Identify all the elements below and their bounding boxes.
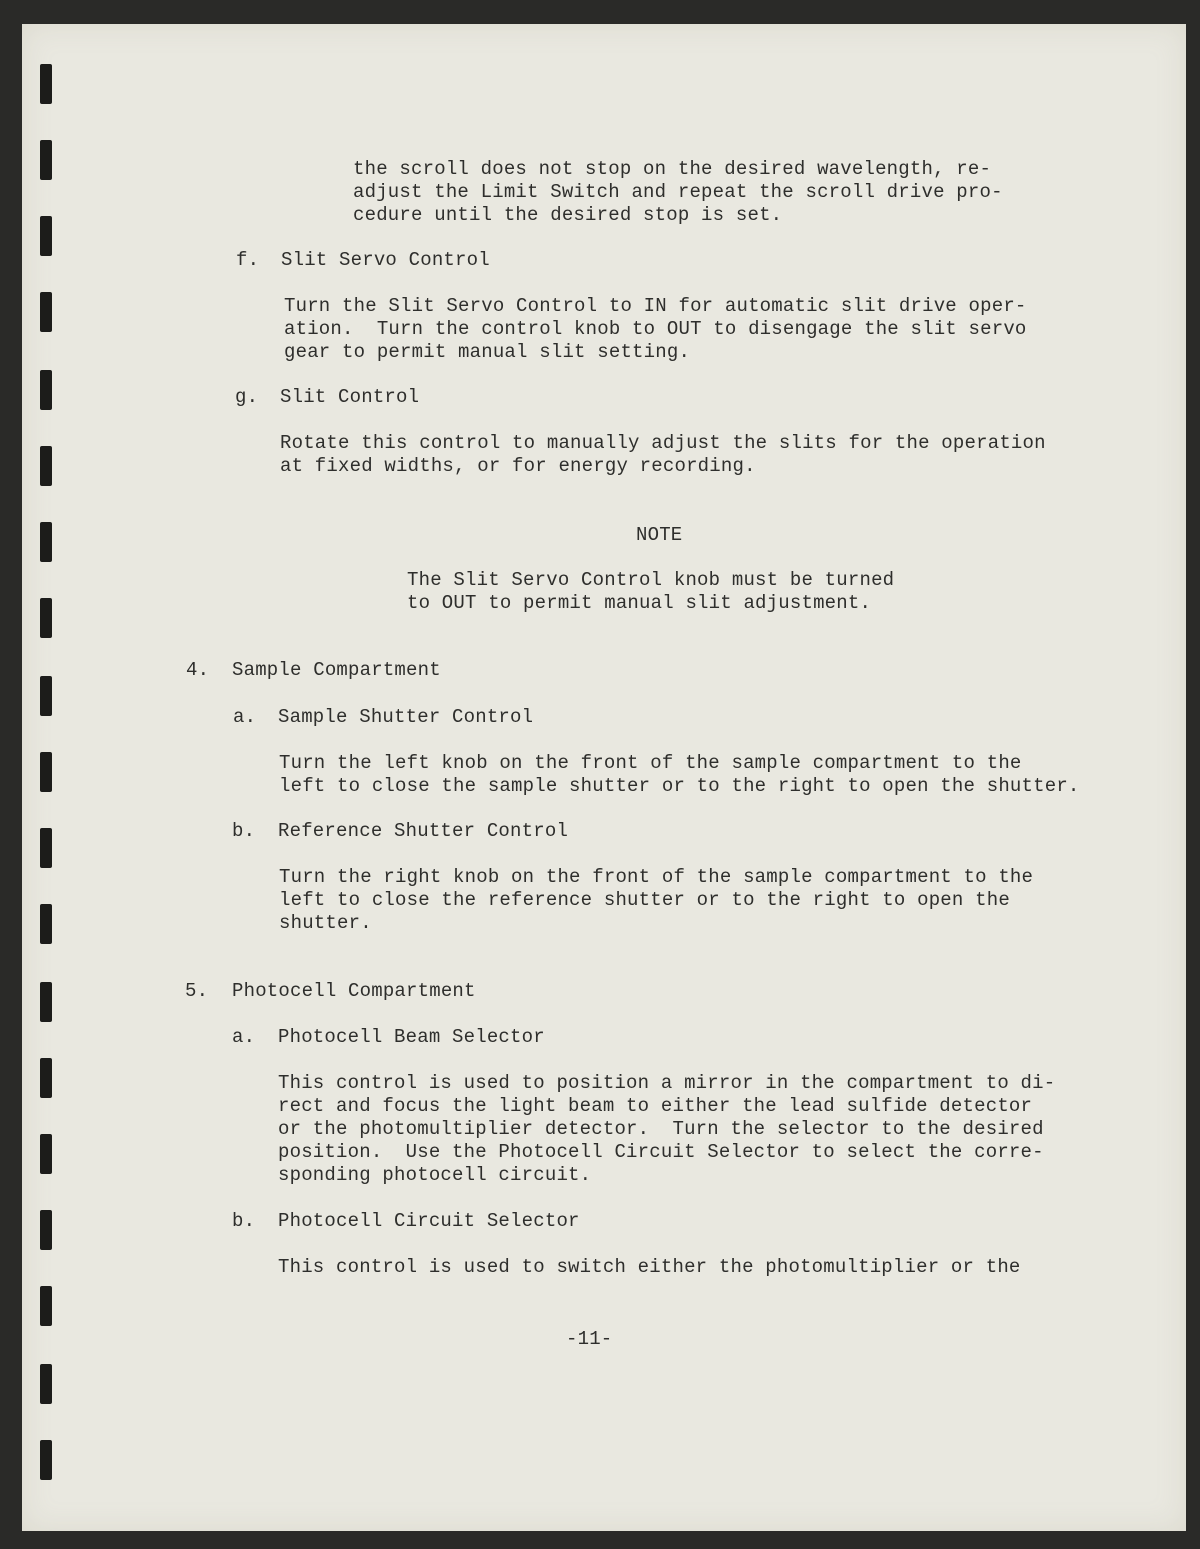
page-number: -11-	[566, 1328, 613, 1350]
section-number: 5.	[185, 980, 209, 1002]
note-heading: NOTE	[636, 524, 683, 546]
note-line: to OUT to permit manual slit adjustment.	[407, 592, 872, 614]
section-title: Sample Compartment	[232, 659, 441, 681]
subsection-letter: b.	[232, 1210, 256, 1232]
binding-hole	[40, 64, 52, 104]
subsection-letter: b.	[232, 820, 256, 842]
binding-hole	[40, 292, 52, 332]
subsection-title: Reference Shutter Control	[278, 820, 569, 842]
binding-hole	[40, 676, 52, 716]
paragraph-line: Rotate this control to manually adjust the slits for the operation	[280, 432, 1046, 454]
binding-hole	[40, 522, 52, 562]
binding-hole	[40, 140, 52, 180]
paragraph-line: This control is used to position a mirror in the compartment to di-	[278, 1072, 1056, 1094]
binding-hole	[40, 598, 52, 638]
paragraph-line: Turn the Slit Servo Control to IN for automatic slit drive oper-	[284, 295, 1027, 317]
binding-hole	[40, 1058, 52, 1098]
binding-hole	[40, 752, 52, 792]
section-number: 4.	[186, 659, 210, 681]
subsection-title: Slit Control	[280, 386, 420, 408]
binding-hole	[40, 446, 52, 486]
paragraph-line: rect and focus the light beam to either the lead sulfide detector	[278, 1095, 1033, 1117]
binding-hole	[40, 370, 52, 410]
binding-hole	[40, 1364, 52, 1404]
paragraph-line: Turn the right knob on the front of the sample compartment to the	[279, 866, 1034, 888]
paragraph-line: shutter.	[279, 912, 372, 934]
document-page	[22, 24, 1186, 1531]
paragraph-line: ation. Turn the control knob to OUT to disengage the slit servo	[284, 318, 1027, 340]
binding-hole	[40, 1286, 52, 1326]
subsection-title: Photocell Circuit Selector	[278, 1210, 580, 1232]
paragraph-line: or the photomultiplier detector. Turn the selector to the desired	[278, 1118, 1044, 1140]
paragraph-line: Turn the left knob on the front of the sample compartment to the	[279, 752, 1022, 774]
note-line: The Slit Servo Control knob must be turned	[407, 569, 895, 591]
binding-hole	[40, 982, 52, 1022]
binding-hole	[40, 1440, 52, 1480]
section-title: Photocell Compartment	[232, 980, 476, 1002]
subsection-letter: g.	[235, 386, 259, 408]
binding-hole	[40, 216, 52, 256]
binding-hole	[40, 828, 52, 868]
paragraph-line: left to close the reference shutter or to the right to open the	[279, 889, 1010, 911]
paragraph-line: at fixed widths, or for energy recording.	[280, 455, 756, 477]
paragraph-line: cedure until the desired stop is set.	[353, 204, 783, 226]
binding-hole	[40, 1210, 52, 1250]
subsection-letter: a.	[232, 1026, 256, 1048]
paragraph-line: sponding photocell circuit.	[278, 1164, 592, 1186]
binding-hole	[40, 1134, 52, 1174]
paragraph-line: the scroll does not stop on the desired wavelength, re-	[353, 158, 992, 180]
paragraph-line: position. Use the Photocell Circuit Selector to select the corre-	[278, 1141, 1044, 1163]
paragraph-line: gear to permit manual slit setting.	[284, 341, 691, 363]
subsection-letter: a.	[233, 706, 257, 728]
paragraph-line: This control is used to switch either the photomultiplier or the	[278, 1256, 1021, 1278]
paragraph-line: adjust the Limit Switch and repeat the scroll drive pro-	[353, 181, 1003, 203]
paragraph-line: left to close the sample shutter or to the right to open the shutter.	[279, 775, 1080, 797]
subsection-title: Sample Shutter Control	[278, 706, 534, 728]
subsection-title: Photocell Beam Selector	[278, 1026, 545, 1048]
subsection-letter: f.	[236, 249, 260, 271]
binding-hole	[40, 904, 52, 944]
subsection-title: Slit Servo Control	[281, 249, 490, 271]
